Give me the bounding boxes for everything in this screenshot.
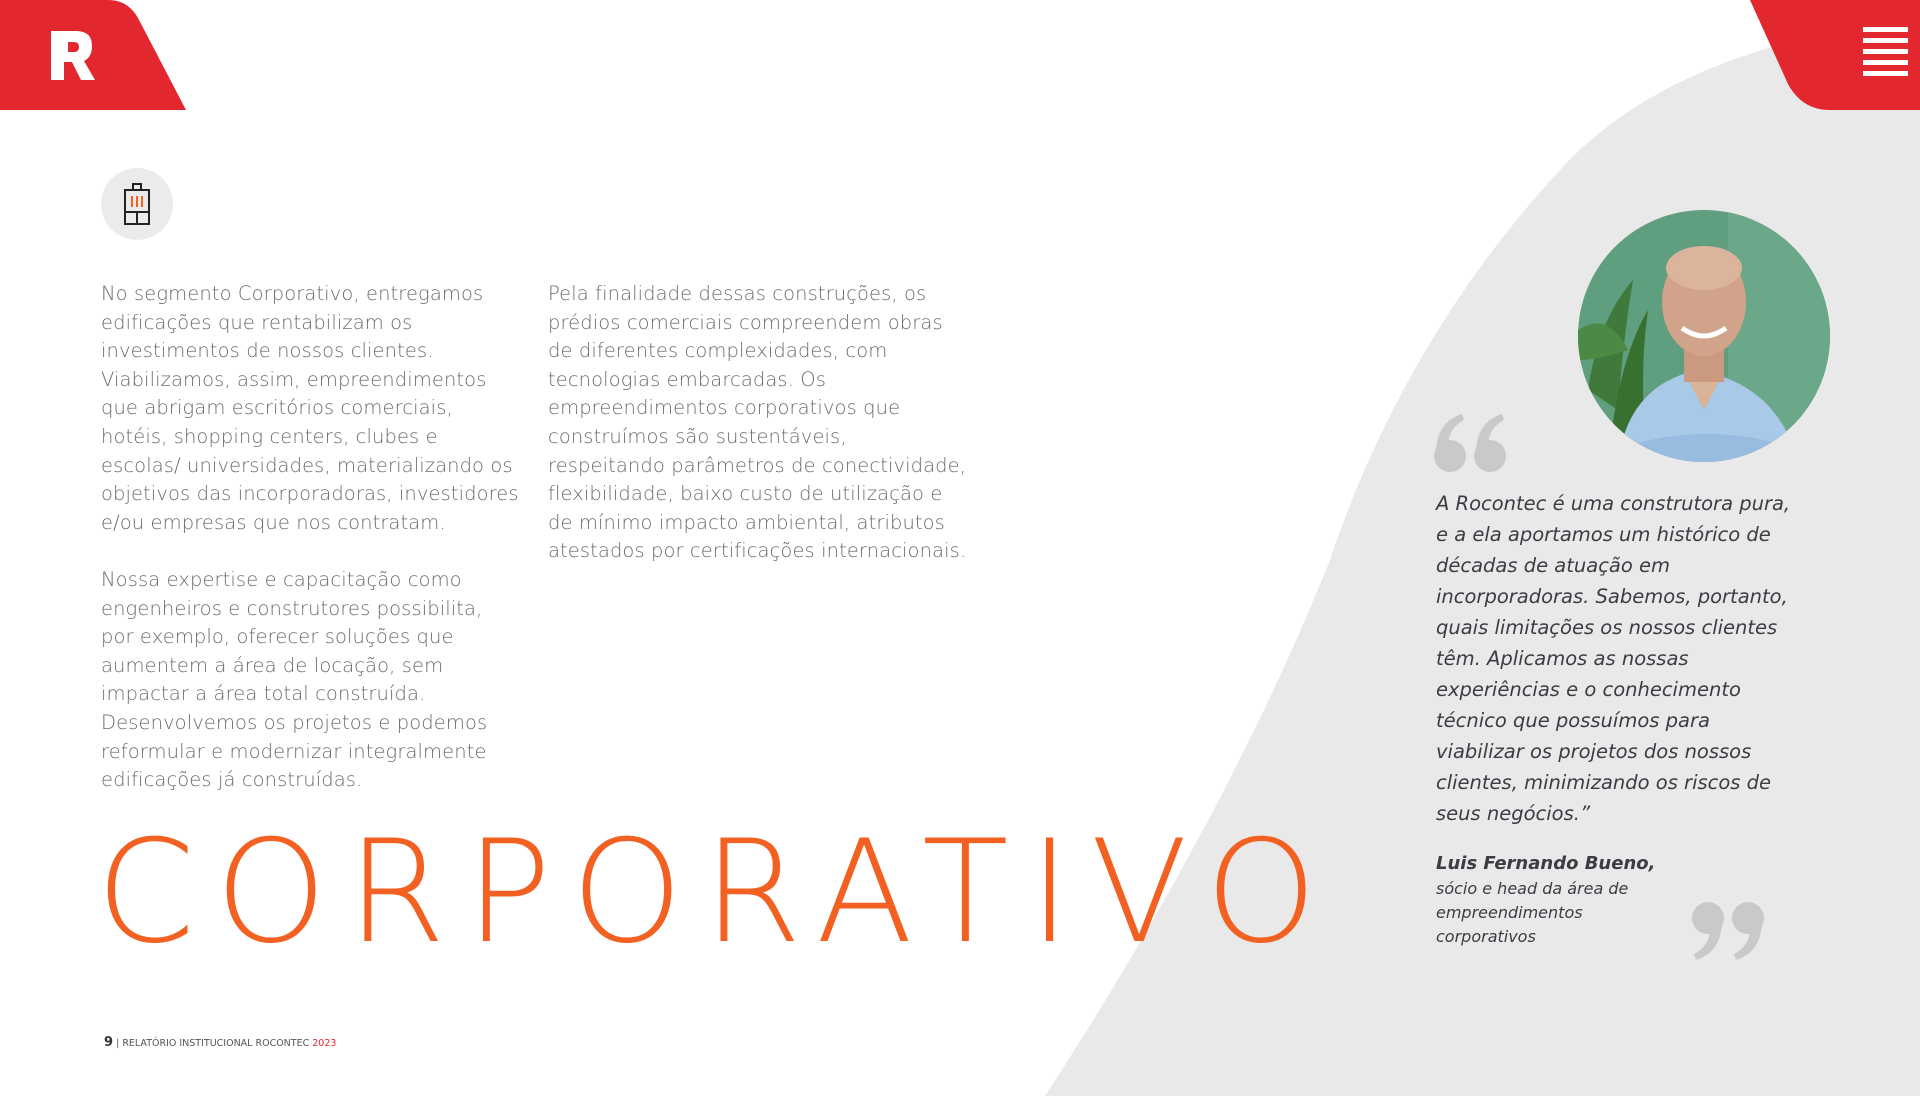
page-footer — [104, 1035, 336, 1050]
body-paragraph: No segmento Corporativo, entregamos edificações que rentabilizam os investimentos de nossos clientes. Viabilizamos, assim, empreendimentos que abrigam escritórios comerciais, hotéis, shopping centers, clubes e escolas/ universidades, materializando os objetivos das incorporadoras, investidores e/ou empresas que nos contratam. — [101, 282, 519, 534]
body-column-right — [548, 280, 968, 566]
body-paragraph: Pela finalidade dessas construções, os prédios comerciais compreendem obras de diferentes complexidades, com tecnologias embarcadas. Os empreendimentos corporativos que construímos são sustentáveis, respeitando parâmetros de conectividade, flexibilidade, baixo custo de utilização e de mínimo impacto ambiental, atributos atestados por certificações internacionais. — [548, 282, 967, 563]
author-portrait — [1578, 210, 1830, 462]
report-title: RELATÓRIO INSTITUCIONAL ROCONTEC — [122, 1038, 310, 1049]
body-paragraph: Nossa expertise e capacitação como engenheiros e construtores possibilita, por exemplo, oferecer soluções que aumentem a área de locação, sem impactar a área total construída. Desenvolvemos os projetos e podemos reformular e modernizar integralmente edificações já construídas. — [101, 567, 488, 792]
section-title: CORPORATIVO — [96, 810, 1338, 975]
building-icon — [121, 182, 153, 226]
author-role: sócio e head da área de empreendimentos corporativos — [1436, 879, 1629, 946]
close-quote-icon — [1686, 898, 1766, 962]
open-quote-icon — [1432, 412, 1512, 476]
logo-button[interactable] — [0, 0, 186, 110]
footer-separator: | — [116, 1038, 120, 1049]
pull-quote-text: A Rocontec é uma construtora pura, e a ela aportamos um histórico de décadas de atuação em incorporadoras. Sabemos, portanto, quais limitações os nossos clientes têm. Aplicamos as nossas experiências e o conhecimento técnico que possuímos para viabilizar os projetos dos nossos clientes, minimizando os riscos de seus negócios.” — [1436, 492, 1791, 825]
quote-author: Luis Fernando Bueno, sócio e head da área de empreendimentos corporativos — [1436, 851, 1676, 949]
segment-badge — [101, 168, 173, 240]
body-column-left — [101, 280, 521, 795]
report-year: 2023 — [312, 1038, 337, 1049]
author-name: Luis Fernando Bueno — [1436, 853, 1649, 874]
menu-button[interactable] — [1750, 0, 1920, 110]
page-number: 9 — [104, 1035, 114, 1050]
